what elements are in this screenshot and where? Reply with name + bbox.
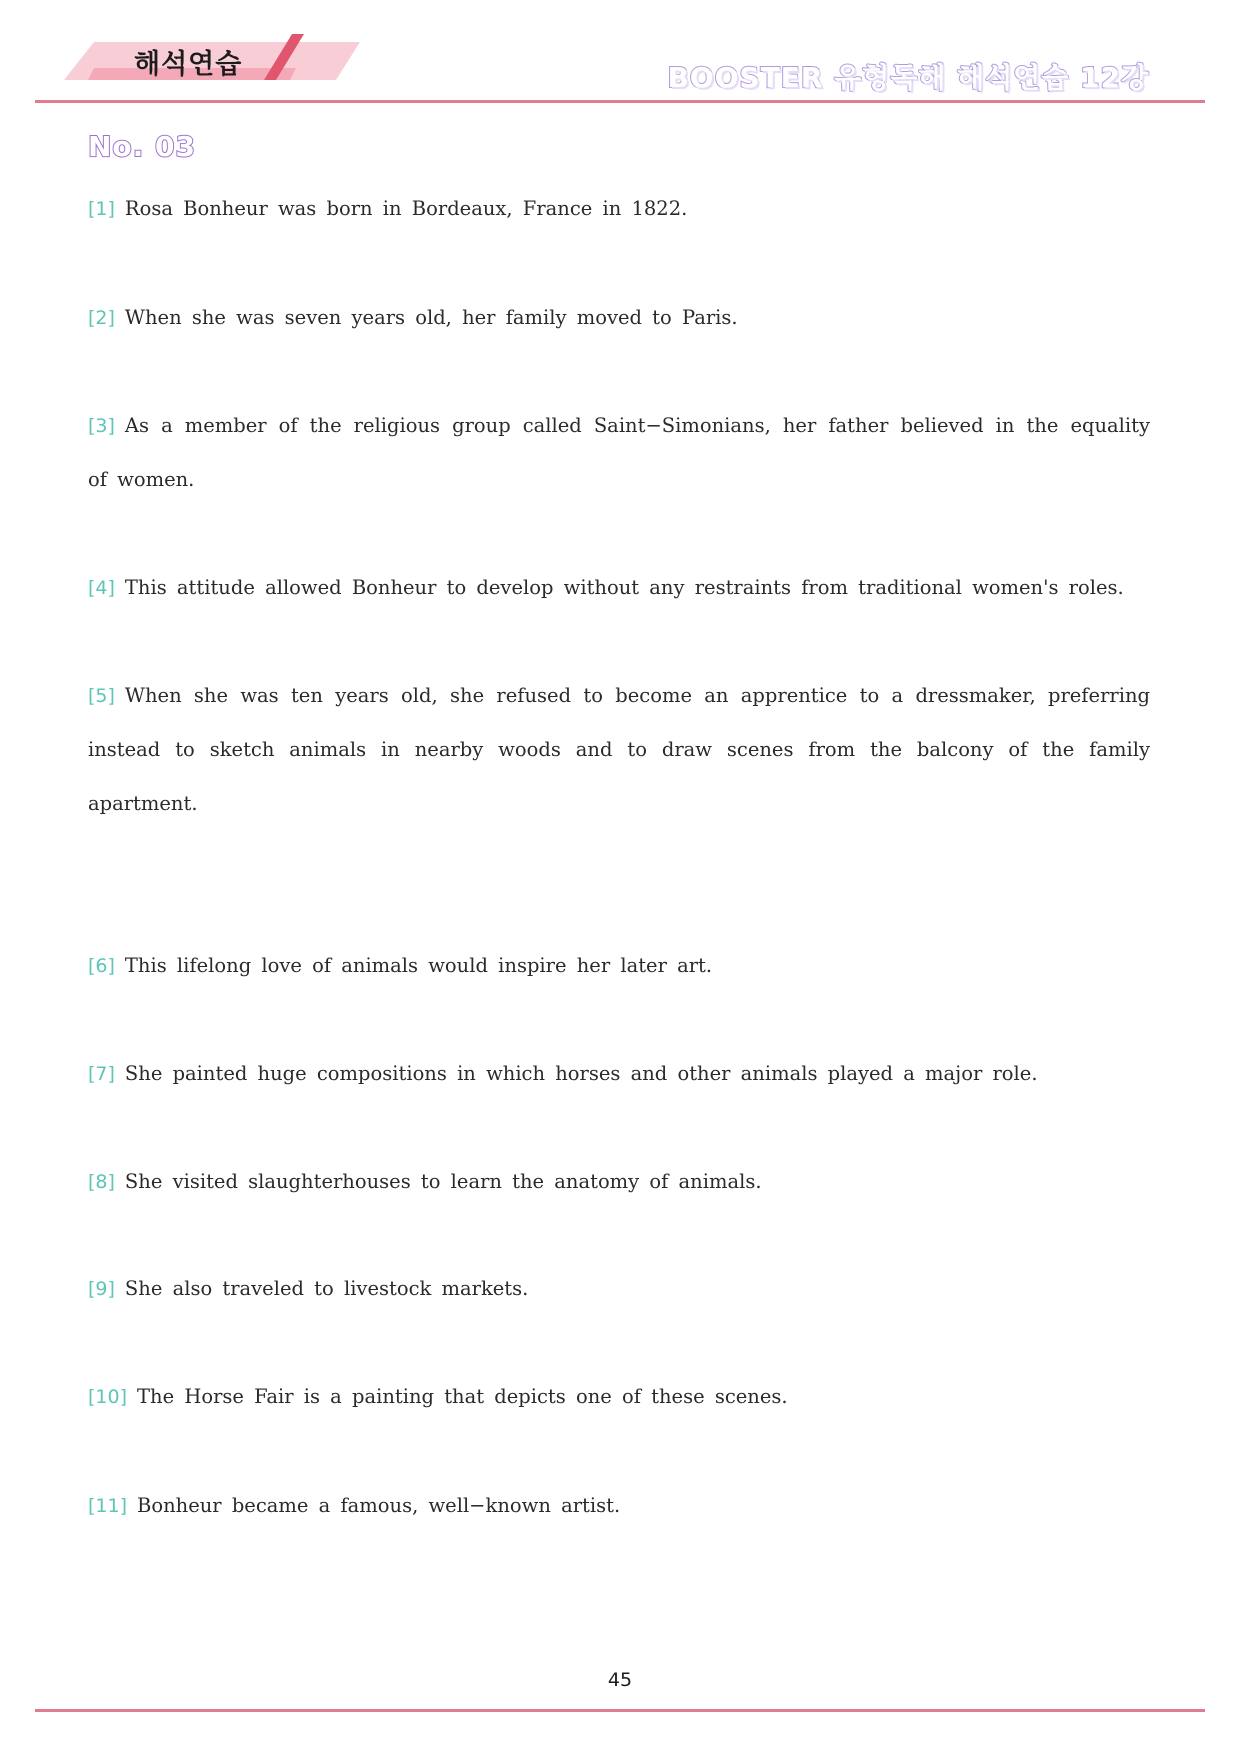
sentence-text: When she was seven years old, her family moved to Paris.: [124, 306, 738, 329]
sentence-text: When she was ten years old, she refused to become an apprentice to a dressmaker, preferring instead to sketch animals in nearby woods and to draw scenes from the balcony of the family apartment.: [88, 684, 1150, 815]
sentence-6: [88, 939, 1150, 993]
sentence-2: [88, 291, 1150, 345]
sentence-text: Rosa Bonheur was born in Bordeaux, France in 1822.: [124, 197, 688, 220]
sentence-number: [10]: [88, 1386, 128, 1408]
sentence-text: This lifelong love of animals would inspire her later art.: [124, 954, 713, 977]
sentence-text: Bonheur became a famous, well−known artist.: [137, 1494, 621, 1517]
sentence-4: [88, 561, 1150, 615]
sentence-number: [11]: [88, 1495, 128, 1517]
sentence-9: [88, 1262, 1150, 1316]
sentence-number: [8]: [88, 1171, 115, 1193]
section-tab: [64, 34, 360, 80]
sentence-number: [7]: [88, 1063, 115, 1085]
sentence-text: She also traveled to livestock markets.: [124, 1277, 529, 1300]
sentence-7: [88, 1047, 1150, 1101]
sentence-number: [6]: [88, 955, 115, 977]
sentence-10: [88, 1370, 1150, 1424]
bottom-divider: [35, 1709, 1205, 1712]
sentence-5: [88, 669, 1150, 831]
sentence-number: [4]: [88, 577, 115, 599]
sentence-text: She visited slaughterhouses to learn the anatomy of animals.: [124, 1170, 762, 1193]
sentence-text: The Horse Fair is a painting that depicts one of these scenes.: [137, 1385, 788, 1408]
top-divider: [35, 100, 1205, 103]
sentence-number: [5]: [88, 685, 115, 707]
sentence-number: [1]: [88, 198, 115, 220]
sentence-number: [2]: [88, 307, 115, 329]
sentence-text: She painted huge compositions in which horses and other animals played a major role.: [124, 1062, 1038, 1085]
page-number: 45: [607, 1669, 633, 1691]
sentence-text: As a member of the religious group called Saint−Simonians, her father believed in the equality of women.: [88, 414, 1150, 491]
document-title: BOOSTER 유형독해 해석연습 12강: [667, 61, 1149, 94]
sentence-3: [88, 399, 1150, 507]
sentence-1: [88, 182, 1150, 236]
sentence-number: [3]: [88, 415, 115, 437]
sentence-11: [88, 1479, 1150, 1533]
question-number-heading: No. 03: [88, 130, 197, 163]
sentence-8: [88, 1155, 1150, 1209]
sentence-number: [9]: [88, 1278, 115, 1300]
sentence-text: This attitude allowed Bonheur to develop without any restraints from traditional women's roles.: [124, 576, 1124, 599]
tab-label: 해석연습: [134, 49, 243, 80]
